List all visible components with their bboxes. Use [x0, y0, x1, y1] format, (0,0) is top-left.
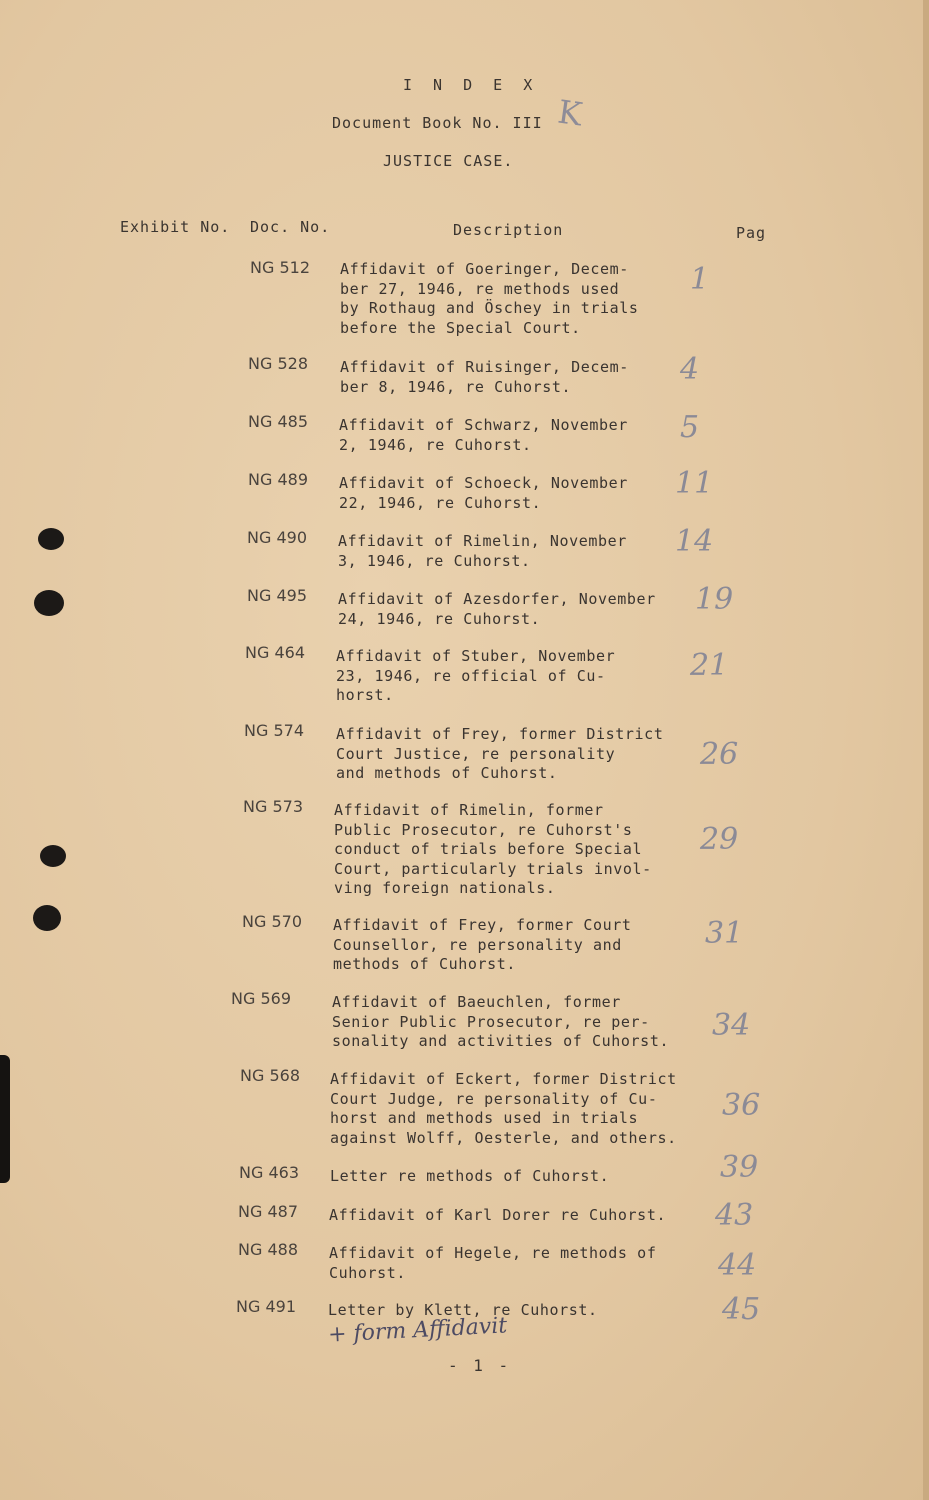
- document-book-label: Document Book No. III: [332, 114, 543, 132]
- entry-description: Affidavit of Baeuchlen, former Senior Public Prosecutor, re per- sonality and activities of Cuhorst.: [332, 993, 670, 1050]
- entry-description: Affidavit of Azesdorfer, November 24, 1946, re Cuhorst.: [338, 590, 656, 628]
- handwritten-page-number: 31: [705, 916, 744, 951]
- handwritten-page-number: 14: [675, 524, 714, 559]
- punch-hole: [38, 528, 64, 550]
- punch-hole: [40, 845, 66, 867]
- handwritten-page-number: 29: [700, 822, 739, 857]
- handwritten-page-number: 44: [718, 1248, 757, 1283]
- doc-number: NG 464: [245, 643, 305, 662]
- handwritten-page-number: 43: [715, 1198, 754, 1233]
- handwritten-page-number: 11: [675, 466, 714, 501]
- page-edge: [923, 0, 929, 1500]
- handwritten-page-number: 5: [680, 410, 700, 445]
- doc-number: NG 491: [236, 1297, 296, 1316]
- punch-hole: [34, 590, 64, 616]
- doc-number: NG 495: [247, 586, 307, 605]
- binder-tab: [0, 1055, 10, 1183]
- entry-description: Letter by Klett, re Cuhorst.: [328, 1301, 598, 1319]
- entry-description: Affidavit of Schoeck, November 22, 1946, re Cuhorst.: [339, 474, 628, 512]
- handwritten-page-number: 19: [695, 582, 734, 617]
- entry-description: Affidavit of Hegele, re methods of Cuhorst.: [329, 1244, 657, 1282]
- doc-number: NG 528: [248, 354, 308, 373]
- handwritten-note: + form Affidavit: [327, 1313, 508, 1348]
- doc-number: NG 512: [250, 258, 310, 277]
- entry-description: Affidavit of Eckert, former District Court Judge, re personality of Cu- horst and methods used in trials against Wolff, Oesterle, and others.: [330, 1070, 677, 1147]
- entry-description: Letter re methods of Cuhorst.: [330, 1167, 610, 1185]
- handwritten-page-number: 1: [690, 262, 710, 297]
- entry-description: Affidavit of Frey, former Court Counsellor, re personality and methods of Cuhorst.: [333, 916, 632, 973]
- entry-description: Affidavit of Frey, former District Court Justice, re personality and methods of Cuhorst.: [336, 725, 664, 782]
- handwritten-page-number: 39: [720, 1150, 759, 1185]
- doc-number: NG 487: [238, 1202, 298, 1221]
- handwritten-page-number: 36: [722, 1088, 761, 1123]
- entry-description: Affidavit of Ruisinger, Decem- ber 8, 1946, re Cuhorst.: [340, 358, 629, 396]
- doc-number: NG 570: [242, 912, 302, 931]
- doc-number: NG 574: [244, 721, 304, 740]
- entry-description: Affidavit of Karl Dorer re Cuhorst.: [329, 1206, 667, 1224]
- index-title: I N D E X: [403, 76, 539, 94]
- doc-column-header: Doc. No.: [250, 218, 331, 236]
- entry-description: Affidavit of Rimelin, former Public Prosecutor, re Cuhorst's conduct of trials before Special Court, particularly trials invol- ving foreign nationals.: [334, 801, 652, 897]
- handwritten-page-number: 34: [712, 1008, 751, 1043]
- entry-description: Affidavit of Rimelin, November 3, 1946, re Cuhorst.: [338, 532, 627, 570]
- page-column-header: Pag: [736, 224, 767, 242]
- doc-number: NG 489: [248, 470, 308, 489]
- entry-description: Affidavit of Stuber, November 23, 1946, re official of Cu- horst.: [336, 647, 616, 704]
- punch-hole: [33, 905, 61, 931]
- doc-number: NG 490: [247, 528, 307, 547]
- handwritten-book-mark: K: [555, 92, 585, 134]
- entry-description: Affidavit of Schwarz, November 2, 1946, re Cuhorst.: [339, 416, 628, 454]
- doc-number: NG 568: [240, 1066, 300, 1085]
- doc-number: NG 488: [238, 1240, 298, 1259]
- doc-number: NG 569: [231, 989, 291, 1008]
- doc-number: NG 485: [248, 412, 308, 431]
- handwritten-page-number: 26: [700, 737, 739, 772]
- handwritten-page-number: 21: [690, 648, 729, 683]
- description-column-header: Description: [453, 221, 564, 239]
- exhibit-column-header: Exhibit No.: [120, 218, 231, 236]
- case-label: JUSTICE CASE.: [383, 152, 514, 170]
- doc-number: NG 573: [243, 797, 303, 816]
- entry-description: Affidavit of Goeringer, Decem- ber 27, 1946, re methods used by Rothaug and Öschey in trials before the Special Court.: [340, 260, 639, 337]
- page-number: - 1 -: [448, 1356, 512, 1375]
- handwritten-page-number: 45: [722, 1292, 761, 1327]
- doc-number: NG 463: [239, 1163, 299, 1182]
- handwritten-page-number: 4: [680, 352, 700, 387]
